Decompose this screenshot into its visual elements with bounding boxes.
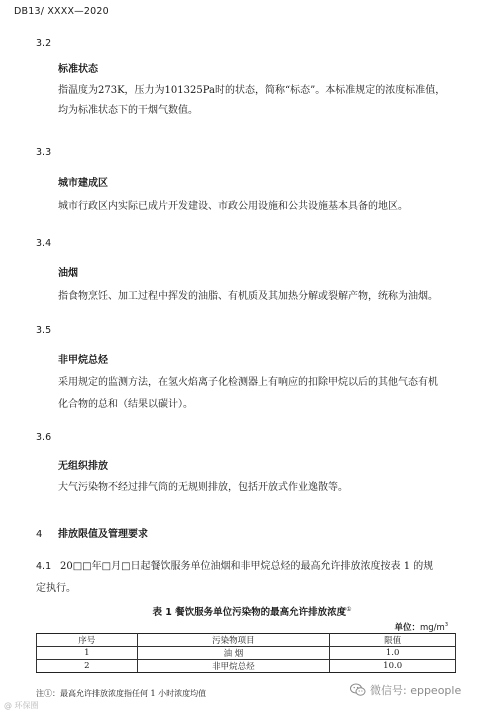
definition-line: 采用规定的监测方法，在氢火焰离子化检测器上有响应的扣除甲烷以后的其他气态有机	[58, 377, 438, 388]
table-cell: 非甲烷总烃	[137, 660, 330, 673]
unit-value: mg/m	[419, 623, 445, 633]
doc-header-code: DB13/ XXXX—2020	[14, 6, 109, 17]
term-title: 油烟	[58, 268, 78, 279]
unit-superscript: 3	[444, 622, 448, 629]
table-cell: 10.0	[330, 660, 456, 673]
definition-line: 大气污染物不经过排气筒的无规则排放，包括开放式作业逸散等。	[58, 482, 348, 493]
table-footnote: 注①：最高允许排放浓度指任何 1 小时浓度均值	[36, 689, 207, 698]
table-cell: 1.0	[330, 647, 456, 660]
table-caption-text: 表 1 餐饮服务单位污染物的最高允许排放浓度	[152, 607, 347, 618]
header-cell: 污染物项目	[137, 634, 330, 647]
table-cell: 1	[37, 647, 138, 660]
definition-line: 均为标准状态下的干烟气数值。	[58, 105, 198, 116]
chapter-title: 排放限值及管理要求	[58, 529, 148, 540]
definition-line: 指食物烹饪、加工过程中挥发的油脂、有机质及其加热分解或裂解产物，统称为油烟。	[58, 291, 438, 302]
section-number: 3.5	[36, 325, 52, 336]
clause-continuation-line: 定执行。	[36, 583, 76, 594]
emission-limits-table	[36, 633, 456, 673]
table-cell: 2	[37, 660, 138, 673]
section-number: 3.2	[36, 38, 52, 49]
table-caption	[0, 604, 504, 618]
section-number: 3.4	[36, 238, 52, 249]
clause-first-line	[36, 558, 433, 576]
term-title: 标准状态	[58, 64, 98, 75]
table-unit	[394, 621, 448, 633]
watermark-right	[350, 682, 461, 698]
unit-label: 单位：	[394, 623, 420, 633]
table-cell: 油 烟	[137, 647, 330, 660]
definition-line: 化合物的总和（结果以碳计）。	[58, 399, 193, 410]
section-number: 3.3	[36, 147, 52, 158]
watermark-left: @ 环保圈	[4, 701, 39, 710]
header-cell: 序号	[37, 634, 138, 647]
clause-text: 20□□年□月□日起餐饮服务单位油烟和非甲烷总烃的最高允许排放浓度按表 1 的规	[60, 561, 434, 572]
table-header-row	[37, 634, 456, 647]
section-number: 3.6	[36, 432, 52, 443]
definition-line: 指温度为273K，压力为101325Pa时的状态，简称“标态”。本标准规定的浓度标准值，	[58, 85, 446, 96]
watermark-right-text: 微信号: eppeople	[370, 684, 462, 697]
header-cell: 限值	[330, 634, 456, 647]
wechat-icon	[350, 683, 366, 697]
table-row	[37, 647, 456, 660]
term-title: 非甲烷总烃	[58, 355, 108, 366]
clause-number: 4.1	[36, 561, 52, 572]
term-title: 无组织排放	[58, 461, 108, 472]
term-title: 城市建成区	[58, 178, 108, 189]
caption-footnote-mark: ①	[346, 605, 352, 613]
chapter-number: 4	[36, 529, 43, 540]
table-row	[37, 660, 456, 673]
definition-line: 城市行政区内实际已成片开发建设、市政公用设施和公共设施基本具备的地区。	[58, 201, 408, 212]
chapter-heading	[36, 525, 148, 540]
